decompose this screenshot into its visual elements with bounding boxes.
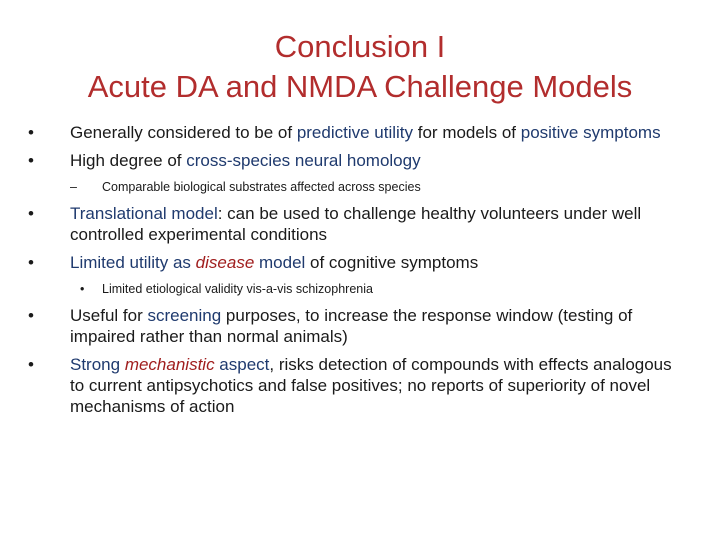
bullet-text: purposes, to increase the response window (testing of impaired rather than normal animals) bbox=[70, 306, 633, 346]
sub-bullet-text: Comparable biological substrates affected across species bbox=[102, 180, 421, 194]
emphasis-text-italic: disease bbox=[195, 253, 255, 272]
emphasis-text: model bbox=[254, 253, 306, 272]
sub-bullet-etiological-validity bbox=[28, 281, 688, 297]
dash-marker: – bbox=[70, 180, 77, 194]
bullet-text: Generally considered to be of bbox=[70, 123, 297, 142]
bullet-marker: • bbox=[28, 253, 34, 272]
emphasis-text: aspect bbox=[214, 355, 270, 374]
bullet-text: , risks detection of compounds with effects analogous to current antipsychotics and false positives; no reports of superiority of novel mechanisms of action bbox=[70, 355, 672, 416]
bullet-text: Useful for bbox=[70, 306, 148, 325]
bullet-marker: • bbox=[28, 306, 34, 325]
bullet-neural-homology bbox=[28, 150, 688, 171]
bullet-translational-model bbox=[28, 203, 688, 245]
bullet-mechanistic-aspect bbox=[28, 354, 688, 417]
sub-bullet-biological-substrates bbox=[28, 179, 688, 195]
bullet-marker: • bbox=[80, 282, 85, 296]
bullet-predictive-utility bbox=[28, 122, 688, 143]
emphasis-text: Translational model bbox=[70, 204, 218, 223]
title-line-1: Conclusion I bbox=[274, 29, 446, 64]
bullet-marker: • bbox=[28, 151, 34, 170]
bullet-marker: • bbox=[28, 204, 34, 223]
bullet-text: of cognitive symptoms bbox=[305, 253, 479, 272]
title-line-2: Acute DA and NMDA Challenge Models bbox=[87, 69, 633, 104]
bullet-marker: • bbox=[28, 355, 34, 374]
bullet-limited-utility bbox=[28, 252, 688, 273]
bullet-text: for models of bbox=[413, 123, 521, 142]
bullet-marker: • bbox=[28, 123, 34, 142]
emphasis-text: Limited utility as bbox=[70, 253, 196, 272]
emphasis-text: cross-species neural homology bbox=[186, 151, 421, 170]
bullet-text: : can be used to challenge healthy volunteers under well controlled experimental conditions bbox=[70, 204, 642, 244]
slide-title bbox=[0, 27, 720, 107]
emphasis-text: positive symptoms bbox=[520, 123, 661, 142]
emphasis-text: screening bbox=[147, 306, 222, 325]
bullet-screening bbox=[28, 305, 688, 347]
bullet-text: High degree of bbox=[70, 151, 187, 170]
bullet-list bbox=[28, 122, 688, 417]
emphasis-text: predictive utility bbox=[296, 123, 414, 142]
sub-bullet-text: Limited etiological validity vis-a-vis schizophrenia bbox=[102, 282, 373, 296]
emphasis-text-italic: mechanistic bbox=[124, 355, 215, 374]
emphasis-text: Strong bbox=[70, 355, 125, 374]
